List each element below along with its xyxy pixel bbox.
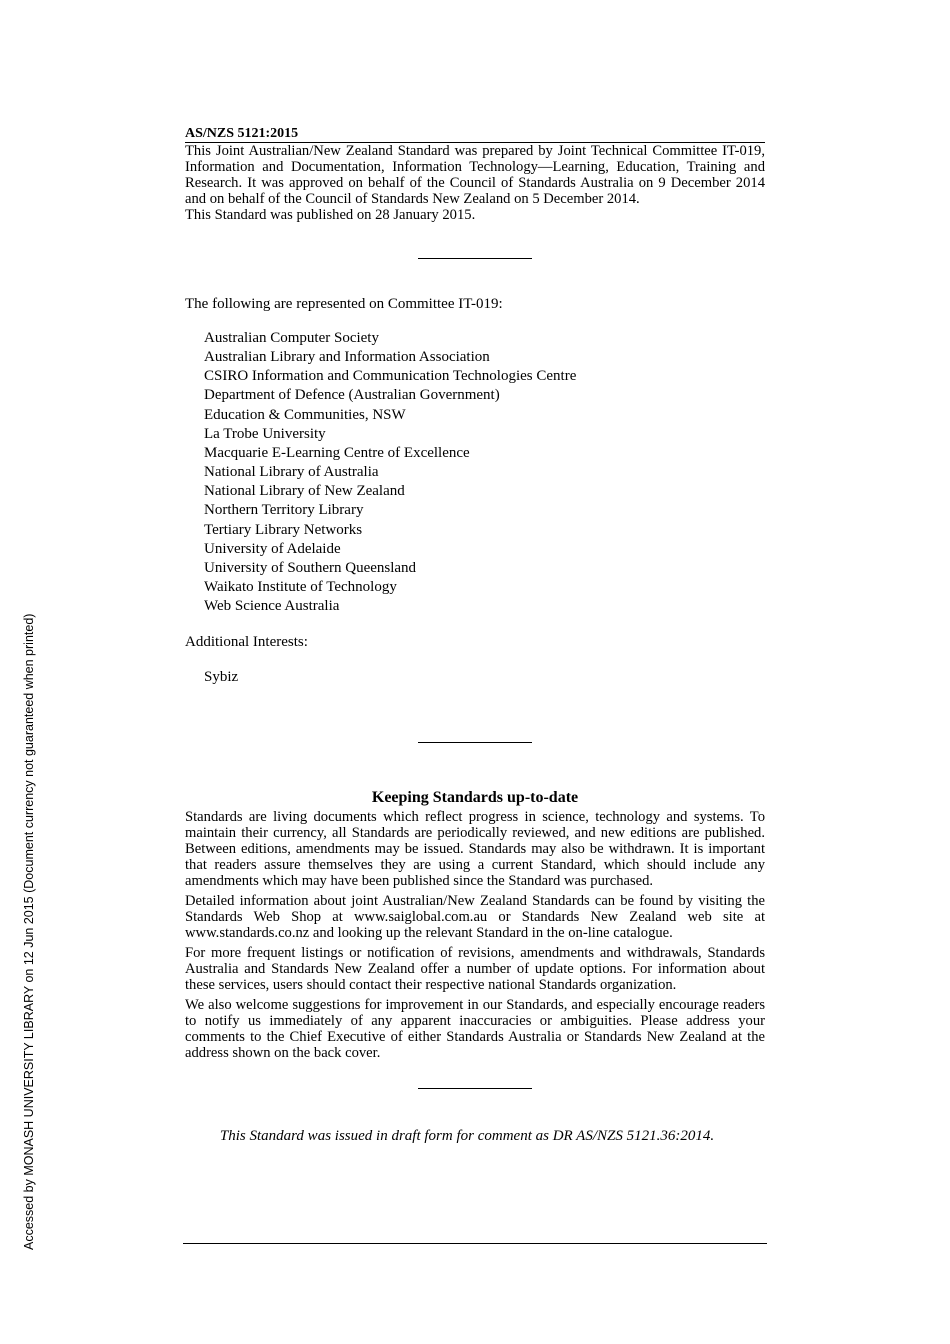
list-item: Waikato Institute of Technology [204, 579, 397, 596]
list-item: CSIRO Information and Communication Technologies Centre [204, 368, 577, 385]
section-divider [418, 742, 532, 743]
published-text: This Standard was published on 28 January 2015. [185, 207, 476, 223]
draft-note: This Standard was issued in draft form for comment as DR AS/NZS 5121.36:2014. [219, 1128, 715, 1145]
document-page [185, 125, 765, 1145]
body-paragraph: Standards are living documents which reflect progress in science, technology and systems. To maintain their currency, all Standards are periodically reviewed, and new editions are published. Between editions, amendments may be issued. Standards may also be withdrawn. It is important that readers assure themselves they are using a current Standard, which should include any amendments which may have been published since the Standard was purchased. [185, 809, 765, 890]
committee-intro: The following are represented on Committee IT-019: [185, 296, 503, 312]
body-paragraph: Detailed information about joint Australian/New Zealand Standards can be found by visiting the Standards Web Shop at www.saiglobal.com.au or Standards New Zealand web site at www.standards.co.nz and looking up the relevant Standard in the on-line catalogue. [185, 893, 765, 942]
additional-interests-heading: Additional Interests: [185, 634, 308, 651]
keeping-standards-heading: Keeping Standards up-to-date [371, 789, 579, 807]
committee-member-list [204, 329, 765, 616]
list-item: University of Southern Queensland [204, 559, 417, 576]
list-item: Macquarie E-Learning Centre of Excellence [204, 444, 470, 461]
list-item: Australian Library and Information Association [204, 349, 490, 366]
section-divider [418, 1088, 532, 1089]
list-item: La Trobe University [204, 425, 326, 442]
preparation-text: This Joint Australian/New Zealand Standard was prepared by Joint Technical Committee IT-019, Information and Documentation, Information Technology—Learning, Education, Training and Research. It was approved on behalf of the Council of Standards Australia on 9 December 2014 and on behalf of the Council of Standards New Zealand on 5 December 2014. [185, 143, 765, 207]
section-divider [418, 258, 532, 259]
standard-id: AS/NZS 5121:2015 [185, 125, 765, 143]
list-item: National Library of Australia [204, 464, 379, 481]
body-paragraph: We also welcome suggestions for improvement in our Standards, and especially encourage readers to notify us immediately of any apparent inaccuracies or ambiguities. Please address your comments to the Chief Executive of either Standards Australia or Standards New Zealand at the address shown on the back cover. [185, 997, 765, 1062]
body-paragraph: For more frequent listings or notification of revisions, amendments and withdrawals, Standards Australia and Standards New Zealand offer a number of update options. For information about these services, users should contact their respective national Standards organization. [185, 945, 765, 994]
footer-rule [183, 1243, 767, 1244]
list-item: National Library of New Zealand [204, 483, 405, 500]
list-item: Web Science Australia [204, 598, 340, 615]
additional-interest-item: Sybiz [204, 669, 239, 686]
list-item: Education & Communities, NSW [204, 406, 406, 423]
list-item: Australian Computer Society [204, 330, 379, 346]
list-item: Northern Territory Library [204, 502, 364, 519]
access-watermark: Accessed by MONASH UNIVERSITY LIBRARY on 12 Jun 2015 (Document currency not guaranteed when printed) [22, 613, 36, 1250]
list-item: Department of Defence (Australian Government) [204, 387, 500, 404]
list-item: Tertiary Library Networks [204, 521, 363, 538]
list-item: University of Adelaide [204, 540, 341, 557]
